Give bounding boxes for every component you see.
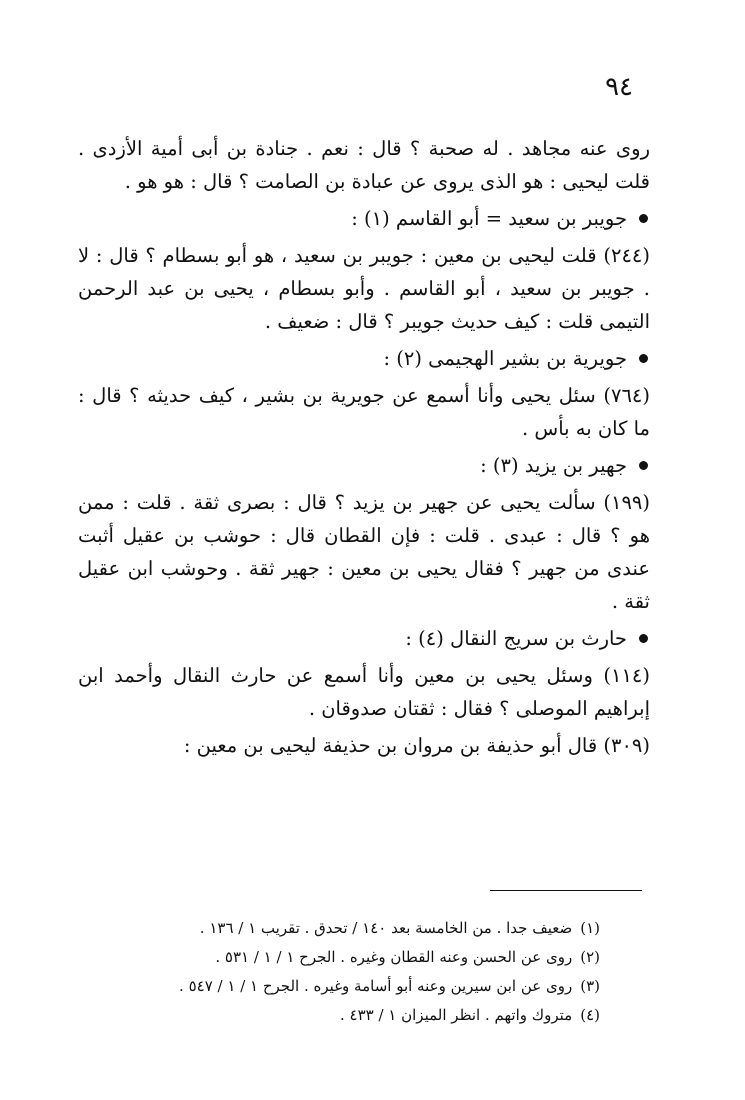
narrator-heading	[78, 449, 650, 482]
heading-text: جهير بن يزيد (٣) :	[480, 454, 627, 477]
narrator-heading	[78, 342, 650, 375]
entry-paragraph	[78, 239, 650, 338]
heading-text: جويرية بن بشير الهجيمى (٢) :	[383, 347, 627, 370]
bullet-icon	[639, 214, 648, 223]
footnote	[80, 972, 600, 1001]
entry-text: قال أبو حذيفة بن مروان بن حذيفة ليحيى بن معين :	[183, 734, 598, 757]
footnote-text: روى عن ابن سيرين وعنه أبو أسامة وغيره . الجرح ١ / ١ / ٥٤٧ .	[179, 977, 573, 995]
body-text	[78, 132, 650, 762]
heading-text: حارث بن سريج النقال (٤) :	[405, 627, 627, 650]
footnote-number: (٣)	[580, 977, 600, 995]
footnote-divider	[490, 890, 642, 891]
entry-number: (٣٠٩)	[603, 734, 650, 757]
entry-number: (٢٤٤)	[603, 244, 650, 267]
entry-number: (٧٦٤)	[603, 384, 650, 407]
entry-paragraph	[78, 659, 650, 725]
footnote-text: ضعيف جدا . من الخامسة بعد ١٤٠ / تحدق . تقريب ١ / ١٣٦ .	[199, 919, 573, 937]
entry-paragraph	[78, 486, 650, 618]
footnote-number: (٢)	[580, 948, 600, 966]
entry-paragraph	[78, 379, 650, 445]
bullet-icon	[639, 461, 648, 470]
narrator-heading	[78, 202, 650, 235]
footnote	[80, 1001, 600, 1030]
entry-text: سئل يحيى وأنا أسمع عن جويرية بن بشير ، كيف حديثه ؟ قال : ما كان به بأس .	[78, 384, 650, 440]
footnote-text: روى عن الحسن وعنه القطان وغيره . الجرح ١ / ١ / ٥٣١ .	[215, 948, 573, 966]
entry-paragraph	[78, 729, 650, 762]
entry-number: (١١٤)	[603, 664, 650, 687]
bullet-icon	[639, 634, 648, 643]
narrator-heading	[78, 622, 650, 655]
footnote	[80, 914, 600, 943]
footnote	[80, 943, 600, 972]
bullet-icon	[639, 354, 648, 363]
entry-text: قلت ليحيى بن معين : جويبر بن سعيد ، هو أبو بسطام ؟ قال : لا . جويبر بن سعيد ، أبو القاسم . وأبو بسطام ، يحيى بن عبد الرحمن التيمى قلت : كيف حديث جويبر ؟ قال : ضعيف .	[78, 244, 650, 333]
entry-text: وسئل يحيى بن معين وأنا أسمع عن حارث النقال وأحمد ابن إبراهيم الموصلى ؟ فقال : ثقتان صدوقان .	[78, 664, 650, 720]
footnote-text: متروك واتهم . انظر الميزان ١ / ٤٣٣ .	[339, 1006, 573, 1024]
entry-number: (١٩٩)	[603, 491, 650, 514]
footnotes	[80, 914, 600, 1030]
entry-text: سألت يحيى عن جهير بن يزيد ؟ قال : بصرى ثقة . قلت : ممن هو ؟ قال : عبدى . قلت : فإن القطان قال : حوشب بن عقيل أثبت عندى من جهير ؟ فقال يحيى بن معين : جهير ثقة . وحوشب ابن عقيل ثقة .	[78, 491, 650, 613]
intro-paragraph: روى عنه مجاهد . له صحبة ؟ قال : نعم . جنادة بن أبى أمية الأزدى . قلت ليحيى : هو الذى يروى عن عبادة بن الصامت ؟ قال : هو هو .	[78, 137, 650, 193]
footnote-number: (١)	[580, 919, 600, 937]
heading-text: جويبر بن سعيد = أبو القاسم (١) :	[351, 207, 627, 230]
footnote-number: (٤)	[580, 1006, 600, 1024]
page-number: ٩٤	[605, 72, 633, 102]
